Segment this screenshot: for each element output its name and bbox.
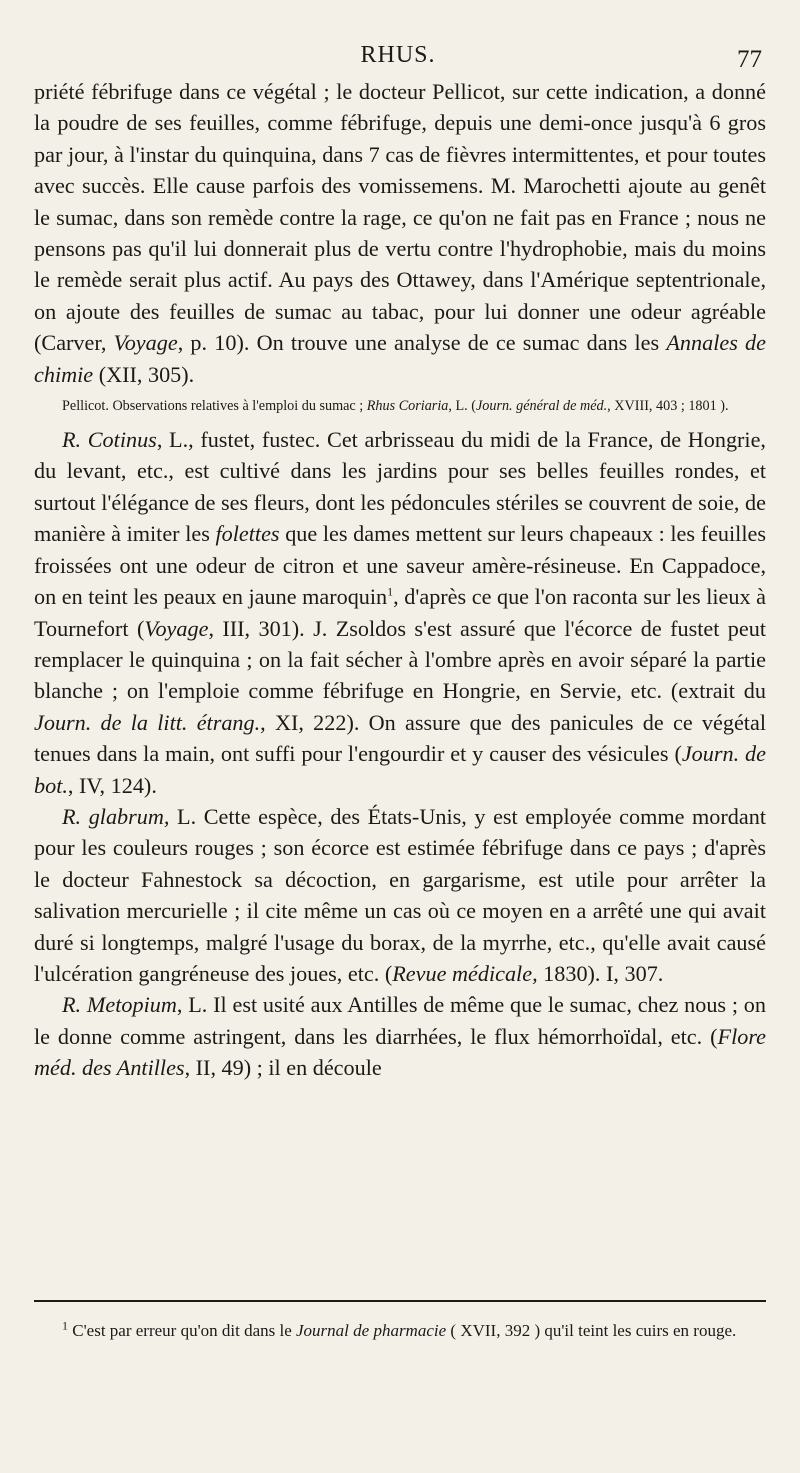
paragraph-sumac-febrifuge <box>34 76 766 390</box>
text-run: , p. 10). On trouve une analyse de ce sumac dans les <box>177 330 667 356</box>
reference-note <box>34 396 766 416</box>
text-run: , IV, 124). <box>67 772 157 798</box>
paragraph-glabrum <box>34 801 766 989</box>
italic-run: Annales de chimie <box>34 330 766 387</box>
text-run: que les dames mettent sur leurs chapeaux : les feuilles froissées ont une odeur de citron et une saveur amère-résineuse. En Cappadoce, on en teint les peaux en jaune maroquin <box>34 521 766 610</box>
italic-run: Journ. de bot. <box>34 741 766 798</box>
text-run: L. Cette espèce, des États-Unis, y est employée comme mordant pour les couleurs rouges ; son écorce est estimée fébrifuge dans ce pays ; d'après le docteur Fahnestock sa décoction, en gargarisme, est utile pour arrêter la salivation mercurielle ; il cite même un cas où ce moyen en a arrêté une qui avait duré si longtemps, malgré l'usage du borax, de la myrrhe, etc., qu'elle avait causé l'ulcération gangréneuse des joues, etc. ( <box>34 803 766 986</box>
italic-run: Journ. de la litt. étrang. <box>34 709 261 735</box>
italic-run: Journ. général de méd. <box>475 398 608 415</box>
paragraph-cotinus <box>34 424 766 801</box>
species-name: R. Cotinus <box>62 427 157 453</box>
species-name: R. Metopium <box>62 992 177 1018</box>
paragraph-metopium <box>34 989 766 1083</box>
text-run: 1830). I, 307. <box>537 960 664 986</box>
text-run: ( XVII, 392 ) qu'il teint les cuirs en rouge. <box>446 1321 737 1340</box>
italic-run: Revue médicale, <box>392 960 538 986</box>
footnote-reference: 1 <box>387 584 394 599</box>
running-title: RHUS. <box>360 42 436 68</box>
italic-run: Rhus Coriaria <box>366 398 449 415</box>
footnote <box>34 1318 766 1343</box>
italic-run: Voyage <box>144 615 209 641</box>
species-name: R. glabrum, <box>62 803 170 829</box>
text-run: , XVIII, 403 ; 1801 ). <box>607 398 729 415</box>
text-run: , L. Il est usité aux Antilles de même que le sumac, chez nous ; on le donne comme astringent, dans les diarrhées, le flux hémorrhoïdal, etc. ( <box>34 992 766 1049</box>
italic-run: Flore méd. des Antilles <box>34 1023 766 1081</box>
footnote-divider <box>34 1300 766 1302</box>
text-run: , III, 301). J. Zsoldos s'est assuré que l'écorce de fustet peut remplacer le quinquina ; on la fait sécher à l'ombre après en avoir séparé la partie blanche ; on l'emploie comme fébrifuge en Hongrie, en Servie, etc. (extrait du <box>34 615 766 704</box>
main-text <box>34 76 766 1084</box>
text-run: priété fébrifuge dans ce végétal ; le docteur Pellicot, sur cette indication, a donné la poudre de ses feuilles, comme fébrifuge, depuis une demi-once jusqu'à 6 gros par jour, à l'instar du quinquina, dans 7 cas de fièvres intermittentes, et pour toutes avec succès. Elle cause parfois des vomissemens. M. Marochetti ajoute au genêt le sumac, dans son remède contre la rage, ce qu'on ne fait pas en France ; nous ne pensons pas qu'il lui donnerait plus de vertu contre l'hydrophobie, mais du moins le remède serait plus actif. Au pays des Ottawey, dans l'Amérique septentrionale, on ajoute des feuilles de sumac au tabac, pour lui donner une odeur agréable (Carver, <box>34 79 766 356</box>
text-run: , II, 49) ; il en découle <box>184 1055 382 1081</box>
text-run: , L., fustet, fustec. Cet arbrisseau du midi de la France, de Hongrie, du levant, etc., est cultivé dans les jardins pour ses belles feuilles rondes, et surtout l'élégance de ses fleurs, dont les pédoncules stériles se couvrent de soie, de manière à imiter les <box>34 427 766 547</box>
footnote-text <box>34 1318 766 1343</box>
italic-run: Voyage <box>113 330 178 356</box>
footnote-mark: 1 <box>62 1318 68 1333</box>
text-run: , L. ( <box>448 398 476 415</box>
page-number: 77 <box>737 46 762 73</box>
page-header <box>34 42 762 76</box>
text-run: Pellicot. Observations relatives à l'emploi du sumac ; <box>62 398 367 415</box>
text-run: (XII, 305). <box>93 361 195 387</box>
text-run: C'est par erreur qu'on dit dans le <box>68 1321 297 1340</box>
text-run: , d'après ce que l'on raconta sur les lieux à Tournefort ( <box>34 584 767 641</box>
italic-run: folettes <box>215 521 280 547</box>
italic-run: Journal de pharmacie <box>296 1321 447 1340</box>
text-run: , XI, 222). On assure que des panicules de ce végétal tenues dans la main, ont suffi pour l'engourdir et y causer des vésicules ( <box>34 709 766 767</box>
